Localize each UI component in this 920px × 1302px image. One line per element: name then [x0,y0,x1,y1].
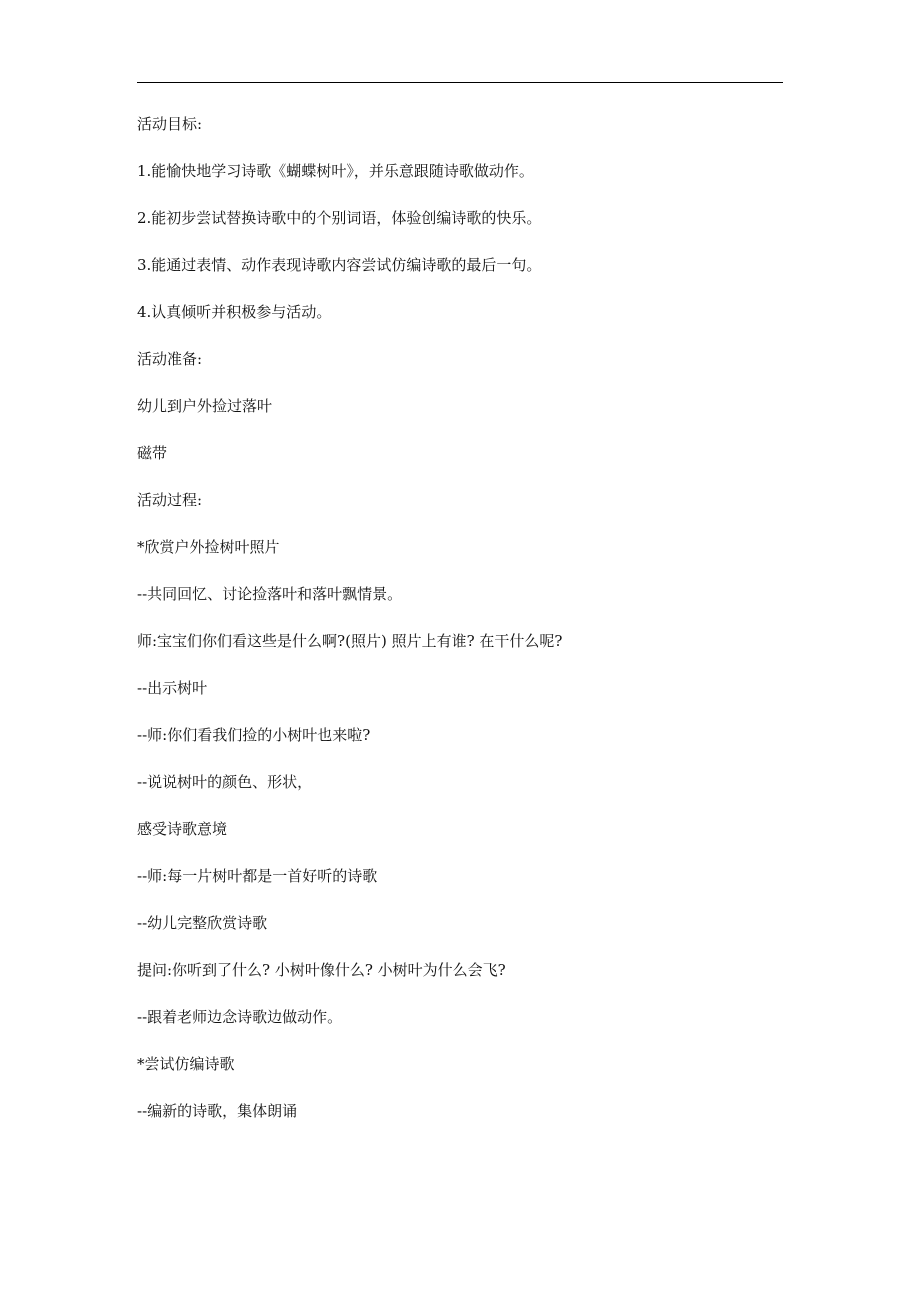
goal-item-3: 3.能通过表情、动作表现诗歌内容尝试仿编诗歌的最后一句。 [137,256,542,274]
process-step-1: *欣赏户外捡树叶照片 [137,538,280,556]
process-line: --师:你们看我们捡的小树叶也来啦? [137,726,371,744]
process-line: --师:每一片树叶都是一首好听的诗歌 [137,867,378,885]
process-line: --说说树叶的颜色、形状， [137,773,313,791]
process-line: --编新的诗歌，集体朗诵 [137,1102,298,1120]
document-body [137,114,783,1148]
process-line: --出示树叶 [137,679,208,697]
header-rule [137,82,783,83]
process-line: --共同回忆、讨论捡落叶和落叶飘情景。 [137,585,403,603]
goal-item-2: 2.能初步尝试替换诗歌中的个别词语，体验创编诗歌的快乐。 [137,209,542,227]
section-heading-preparation: 活动准备: [137,350,203,368]
section-heading-process: 活动过程: [137,491,203,509]
process-line: 师:宝宝们你们看这些是什么啊?(照片) 照片上有谁? 在干什么呢? [137,632,563,650]
preparation-item-1: 幼儿到户外捡过落叶 [137,397,273,415]
preparation-item-2: 磁带 [137,444,168,462]
process-line: 提问:你听到了什么? 小树叶像什么? 小树叶为什么会飞? [137,961,506,979]
process-line: --幼儿完整欣赏诗歌 [137,914,268,932]
goal-item-4: 4.认真倾听并积极参与活动。 [137,303,332,321]
section-heading-goals: 活动目标: [137,115,203,133]
process-step-3: *尝试仿编诗歌 [137,1055,235,1073]
goal-item-1: 1.能愉快地学习诗歌《蝴蝶树叶》，并乐意跟随诗歌做动作。 [137,162,534,180]
process-line: --跟着老师边念诗歌边做动作。 [137,1008,343,1026]
process-step-2: 感受诗歌意境 [137,820,228,838]
